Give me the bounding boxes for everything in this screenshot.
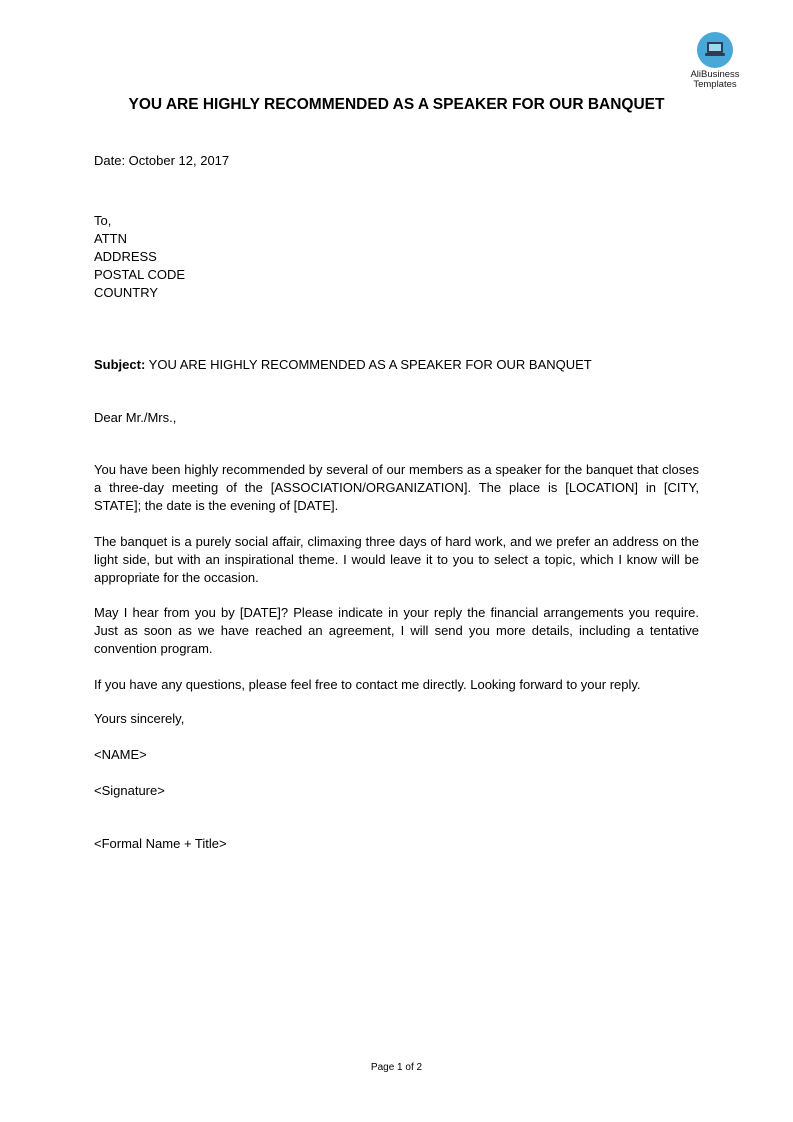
subject-line: [94, 356, 592, 374]
body-paragraph-3: May I hear from you by [DATE]? Please indicate in your reply the financial arrangements you require. Just as soon as we have reached an agreement, I will send you more details, including a tentative convention program.: [94, 605, 699, 656]
body-paragraph-4: If you have any questions, please feel free to contact me directly. Looking forward to your reply.: [94, 677, 641, 692]
logo-line-1: AliBusiness: [690, 69, 740, 80]
closing: Yours sincerely,: [94, 711, 185, 726]
logo-text: [683, 70, 747, 90]
subject-label: Subject:: [94, 357, 146, 372]
document-title: YOU ARE HIGHLY RECOMMENDED AS A SPEAKER FOR OUR BANQUET: [128, 96, 665, 113]
body-paragraph-2: The banquet is a purely social affair, climaxing three days of hard work, and we prefer an address on the light side, but with an inspirational theme. I would leave it to you to select a topic, which I know will be appropriate for the occasion.: [94, 534, 699, 585]
address-country: COUNTRY: [94, 285, 159, 300]
body-paragraph-1: You have been highly recommended by several of our members as a speaker for the banquet that closes a three-day meeting of the [ASSOCIATION/ORGANIZATION]. The place is [LOCATION] in [CITY, STATE]; the date is the evening of [DATE].: [94, 462, 699, 513]
address-postal-code: POSTAL CODE: [94, 267, 186, 282]
address-attn: ATTN: [94, 231, 127, 246]
salutation: Dear Mr./Mrs.,: [94, 410, 177, 425]
company-logo: [683, 32, 747, 90]
subject-text: YOU ARE HIGHLY RECOMMENDED AS A SPEAKER FOR OUR BANQUET: [145, 357, 592, 372]
address-to: To,: [94, 213, 112, 228]
logo-circle: [697, 32, 733, 68]
logo-line-2: Templates: [693, 79, 737, 90]
formal-name-title: <Formal Name + Title>: [94, 836, 227, 851]
signature: <Signature>: [94, 783, 165, 798]
page-number: Page 1 of 2: [370, 1062, 423, 1073]
address-line: ADDRESS: [94, 249, 157, 264]
sender-name: <NAME>: [94, 747, 147, 762]
letter-date: Date: October 12, 2017: [94, 153, 230, 168]
